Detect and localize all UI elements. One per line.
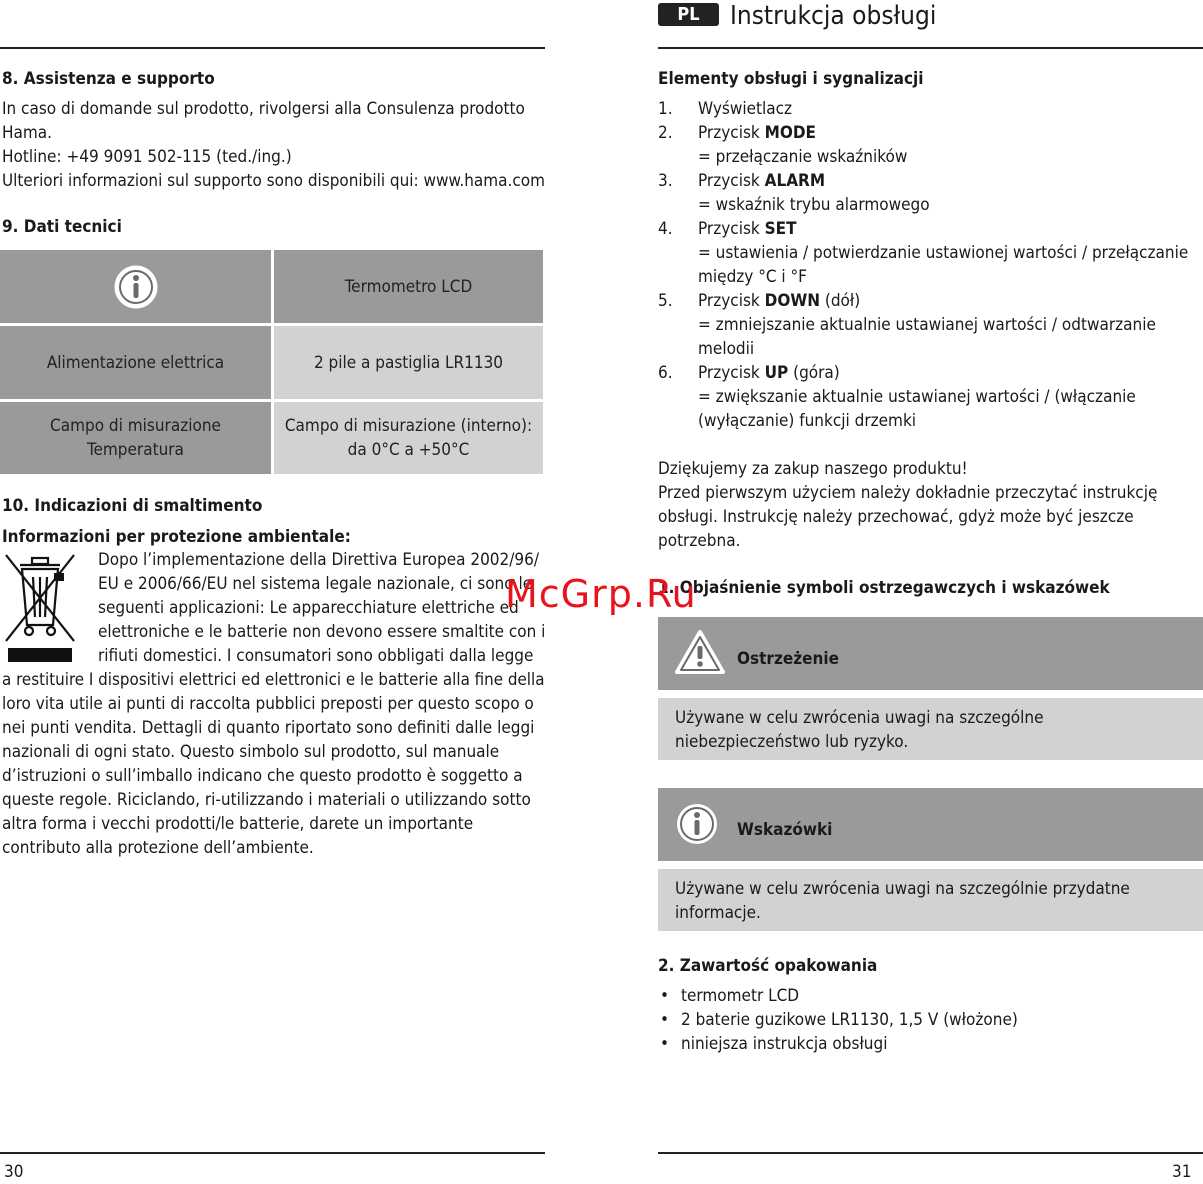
list-item-suffix: (dół)	[820, 291, 861, 311]
disposal-line: contributo alla protezione dell’ambiente.	[2, 838, 314, 858]
table-row-label	[0, 326, 271, 399]
disposal-line: EU e 2006/66/EU nel sistema legale nazionale, ci sono le	[98, 574, 533, 594]
table-cell-text: Campo di misurazione (interno):	[284, 416, 533, 436]
list-item-text: Przycisk	[698, 219, 765, 239]
disposal-line: a restituire I dispositivi elettrici ed elettronici e le batterie alla fine della	[2, 670, 545, 690]
list-item-desc: między °C i °F	[698, 267, 807, 287]
table-cell-text: Temperatura	[87, 440, 184, 460]
intro-line: potrzebna.	[658, 531, 741, 551]
table-cell-text: da 0°C a +50°C	[347, 440, 470, 460]
package-item: termometr LCD	[681, 986, 800, 1006]
top-rule-left	[0, 47, 545, 49]
warning-box-header	[658, 617, 1203, 690]
table-cell-text: 2 pile a pastiglia LR1130	[313, 352, 504, 373]
bullet: •	[660, 1034, 670, 1054]
button-key: ALARM	[764, 171, 826, 191]
hint-box-body	[658, 869, 1203, 931]
list-item-text: Przycisk	[698, 291, 765, 311]
list-item	[698, 217, 797, 241]
list-item-desc: = przełączanie wskaźników	[698, 147, 908, 167]
watermark: McGrp.Ru	[505, 572, 697, 616]
list-number: 1.	[658, 99, 673, 119]
list-item	[698, 361, 840, 385]
disposal-line: rifiuti domestici. I consumatori sono obbligati dalla legge	[98, 646, 534, 666]
disposal-line: loro vita utile ai punti di raccolta pubblici preposti per questo scopo o	[2, 694, 534, 714]
crossed-bin-icon	[2, 551, 78, 663]
section2-title: 2. Zawartość opakowania	[658, 956, 878, 976]
table-header-text: Termometro LCD	[344, 276, 473, 297]
list-item-desc: (wyłączanie) funkcji drzemki	[698, 411, 917, 431]
package-item: niniejsza instrukcja obsługi	[681, 1034, 888, 1054]
list-item-text: Przycisk	[698, 123, 765, 143]
section8-line: In caso di domande sul prodotto, rivolgersi alla Consulenza prodotto	[2, 99, 525, 119]
button-key: DOWN	[764, 291, 820, 311]
table-header-value	[274, 250, 543, 323]
warning-text: niebezpieczeństwo lub ryzyko.	[675, 732, 909, 752]
disposal-line: elettroniche e le batterie non devono essere smaltite con i	[98, 622, 546, 642]
section8-line: Ulteriori informazioni sul supporto sono disponibili qui: www.hama.com	[2, 171, 545, 191]
bullet: •	[660, 1010, 670, 1030]
section1-title: 1. Objaśnienie symboli ostrzegawczych i wskazówek	[658, 578, 1110, 598]
disposal-line: Dopo l’implementazione della Direttiva Europea 2002/96/	[98, 550, 540, 570]
section10-title: 10. Indicazioni di smaltimento	[2, 496, 263, 516]
list-item-text: Przycisk	[698, 171, 765, 191]
page-number-right: 31	[1172, 1162, 1192, 1182]
list-item-desc: = ustawienia / potwierdzanie ustawionej wartości / przełączanie	[698, 243, 1189, 263]
button-key: UP	[764, 363, 789, 383]
disposal-line: seguenti applicazioni: Le apparecchiature elettriche ed	[98, 598, 519, 618]
language-badge: PL	[658, 3, 719, 26]
section8-title: 8. Assistenza e supporto	[2, 69, 215, 89]
table-cell-text: Alimentazione elettrica	[46, 352, 225, 373]
info-icon	[113, 264, 159, 310]
package-item: 2 baterie guzikowe LR1130, 1,5 V (włożone)	[681, 1010, 1018, 1030]
disposal-line: altra forma i vecchi prodotti/le batterie, darete un importante	[2, 814, 474, 834]
disposal-line: queste regole. Riciclando, ri-utilizzando i materiali o utilizzando sotto	[2, 790, 531, 810]
list-number: 4.	[658, 219, 673, 239]
hint-box-header	[658, 788, 1203, 861]
list-item-text: Wyświetlacz	[698, 99, 793, 119]
list-item-desc: = wskaźnik trybu alarmowego	[698, 195, 930, 215]
hint-text: Używane w celu zwrócenia uwagi na szczególnie przydatne	[675, 879, 1130, 899]
list-item-desc: melodii	[698, 339, 755, 359]
warning-text: Używane w celu zwrócenia uwagi na szczególne	[675, 708, 1044, 728]
disposal-line: nazionali di ogni stato. Questo simbolo sul prodotto, sul manuale	[2, 742, 500, 762]
top-rule-right	[658, 47, 1203, 49]
list-number: 3.	[658, 171, 673, 191]
table-cell-text: Campo di misurazione	[50, 416, 221, 436]
list-item	[698, 289, 860, 313]
list-number: 5.	[658, 291, 673, 311]
intro-line: Przed pierwszym użyciem należy dokładnie przeczytać instrukcję	[658, 483, 1158, 503]
bottom-rule-right	[658, 1152, 1203, 1154]
bullet: •	[660, 986, 670, 1006]
warning-triangle-icon	[674, 629, 726, 675]
controls-title: Elementy obsługi i sygnalizacji	[658, 69, 924, 89]
intro-line: Dziękujemy za zakup naszego produktu!	[658, 459, 968, 479]
list-item-desc: = zwiększanie aktualnie ustawianej wartości / (włączanie	[698, 387, 1136, 407]
list-item	[698, 169, 825, 193]
table-row-label	[0, 402, 271, 474]
hint-text: informacje.	[675, 903, 761, 923]
list-item	[698, 121, 816, 145]
section8-line: Hotline: +49 9091 502-115 (ted./ing.)	[2, 147, 292, 167]
list-item-text: Przycisk	[698, 363, 765, 383]
table-row-value	[274, 326, 543, 399]
disposal-line: d’istruzioni o sull’imballo indicano che questo prodotto è soggetto a	[2, 766, 523, 786]
button-key: MODE	[764, 123, 816, 143]
table-header-icon-cell	[0, 250, 271, 323]
list-number: 2.	[658, 123, 673, 143]
disposal-line: nei punti vendita. Dettagli di quanto riportato sono definiti dalle leggi	[2, 718, 535, 738]
manual-title: Instrukcja obsługi	[730, 1, 937, 31]
info-icon	[674, 801, 720, 847]
button-key: SET	[764, 219, 797, 239]
list-item-desc: = zmniejszanie aktualnie ustawianej wartości / odtwarzanie	[698, 315, 1156, 335]
section10-subtitle: Informazioni per protezione ambientale:	[2, 527, 351, 547]
warning-box-body	[658, 698, 1203, 760]
section9-title: 9. Dati tecnici	[2, 217, 122, 237]
list-item	[698, 97, 792, 121]
page-number-left: 30	[4, 1162, 24, 1182]
warning-label: Ostrzeżenie	[737, 649, 840, 669]
list-item-suffix: (góra)	[788, 363, 840, 383]
hint-label: Wskazówki	[737, 820, 833, 840]
table-row-value	[274, 402, 543, 474]
bottom-rule-left	[0, 1152, 545, 1154]
section8-line: Hama.	[2, 123, 53, 143]
list-number: 6.	[658, 363, 673, 383]
intro-line: obsługi. Instrukcję należy przechować, gdyż może być jeszcze	[658, 507, 1134, 527]
